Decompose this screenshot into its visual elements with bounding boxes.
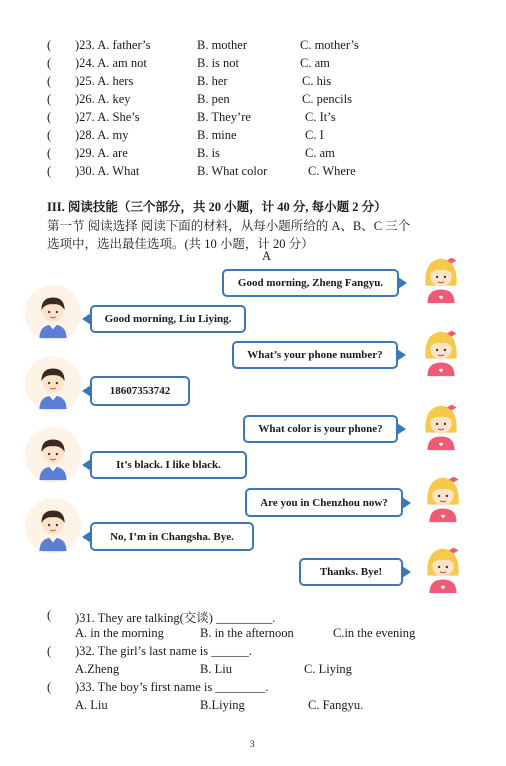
boy-avatar-icon	[24, 497, 82, 555]
girl-avatar-icon	[412, 394, 470, 452]
page-number: 3	[250, 739, 255, 749]
answer-paren: (	[47, 74, 52, 88]
question-option-c: C. Where	[308, 164, 356, 178]
boy-avatar-icon	[24, 355, 82, 413]
passage-label: A	[262, 249, 272, 263]
question-option-c: C. mother’s	[300, 38, 359, 52]
girl-avatar-icon	[414, 537, 472, 595]
question-option-b: B. is	[197, 146, 220, 160]
dialogue-bubble-boy: It’s black. I like black.	[90, 451, 247, 479]
question-option-b: B. is not	[197, 56, 240, 70]
answer-paren: (	[47, 110, 52, 124]
question-stem: )32. The girl’s last name is ______.	[75, 644, 252, 658]
dialogue-bubble-girl: Thanks. Bye!	[299, 558, 403, 586]
question-option-b: B. mother	[197, 38, 247, 52]
dialogue-bubble-girl: Good morning, Zheng Fangyu.	[222, 269, 399, 297]
section-heading: III. 阅读技能（三个部分，共 20 小题，计 40 分, 每小题 2 分）	[47, 200, 387, 214]
question-option-b: B. What color	[197, 164, 268, 178]
boy-avatar-icon	[24, 284, 82, 342]
section-intro-line-1: 第一节 阅读选择 阅读下面的材料，从每小题所给的 A、B、C 三个	[47, 219, 411, 233]
question-option-b: B. pen	[197, 92, 230, 106]
question-option-c: C. Liying	[304, 662, 352, 676]
question-option-a: )26. A. key	[75, 92, 131, 106]
question-option-b: B. mine	[197, 128, 237, 142]
question-option-b: B. Liu	[200, 662, 232, 676]
answer-paren: (	[47, 56, 52, 70]
dialogue-bubble-girl: What’s your phone number?	[232, 341, 398, 369]
question-option-b: B. They’re	[197, 110, 251, 124]
dialogue-bubble-girl: Are you in Chenzhou now?	[245, 488, 403, 517]
question-option-a: )27. A. She’s	[75, 110, 140, 124]
question-option-a: )23. A. father’s	[75, 38, 151, 52]
answer-paren: (	[47, 644, 52, 658]
answer-paren: (	[47, 164, 52, 178]
question-option-c: C. am	[300, 56, 330, 70]
question-option-b: B.Liying	[200, 698, 245, 712]
dialogue-bubble-boy: Good morning, Liu Liying.	[90, 305, 246, 333]
question-option-b: B. her	[197, 74, 228, 88]
question-option-a: A. in the morning	[75, 626, 164, 640]
question-option-c: C. pencils	[302, 92, 352, 106]
question-option-c: C. am	[305, 146, 335, 160]
question-option-c: C. his	[302, 74, 332, 88]
dialogue-bubble-girl: What color is your phone?	[243, 415, 398, 443]
question-option-a: )29. A. are	[75, 146, 128, 160]
answer-paren: (	[47, 128, 52, 142]
question-option-c: C.in the evening	[333, 626, 416, 640]
question-option-c: C. It’s	[305, 110, 336, 124]
question-option-a: )24. A. am not	[75, 56, 147, 70]
dialogue-bubble-boy: No, I’m in Changsha. Bye.	[90, 522, 254, 551]
answer-paren: (	[47, 608, 52, 622]
answer-paren: (	[47, 38, 52, 52]
question-stem: )31. They are talking(交谈) _________.	[75, 611, 276, 625]
section-intro-line-2: 选项中，选出最佳选项。(共 10 小题，计 20 分）	[47, 237, 314, 251]
question-option-a: )25. A. hers	[75, 74, 134, 88]
question-option-c: C. I	[305, 128, 324, 142]
question-option-a: )30. A. What	[75, 164, 140, 178]
answer-paren: (	[47, 680, 52, 694]
question-option-a: A. Liu	[75, 698, 108, 712]
boy-avatar-icon	[24, 426, 82, 484]
answer-paren: (	[47, 146, 52, 160]
answer-paren: (	[47, 92, 52, 106]
question-stem: )33. The boy’s first name is ________.	[75, 680, 269, 694]
girl-avatar-icon	[412, 247, 470, 305]
girl-avatar-icon	[412, 320, 470, 378]
girl-avatar-icon	[414, 466, 472, 524]
question-option-b: B. in the afternoon	[200, 626, 294, 640]
question-option-a: A.Zheng	[75, 662, 120, 676]
question-option-a: )28. A. my	[75, 128, 129, 142]
question-option-c: C. Fangyu.	[308, 698, 364, 712]
dialogue-bubble-boy: 18607353742	[90, 376, 190, 406]
